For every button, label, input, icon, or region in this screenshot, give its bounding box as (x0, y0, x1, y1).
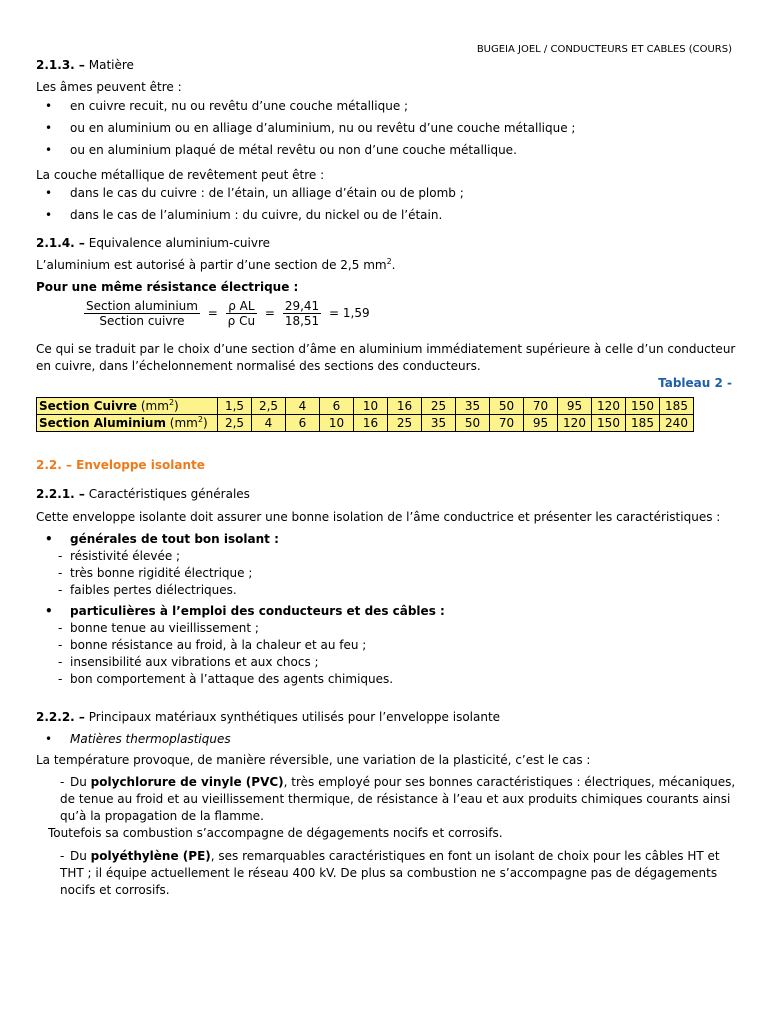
table-cell: 150 (592, 415, 626, 432)
table-cell: 35 (456, 398, 490, 415)
table-cell: 185 (660, 398, 694, 415)
section-2-2-1-heading (36, 487, 250, 501)
table-cell: 2,5 (252, 398, 286, 415)
table-cell: 16 (388, 398, 422, 415)
section-title: Caractéristiques générales (88, 487, 250, 501)
section-title: Principaux matériaux synthétiques utilisés pour l’enveloppe isolante (88, 710, 501, 724)
authorization-text: L’aluminium est autorisé à partir d’une section de 2,5 $mm^2$. (36, 257, 396, 272)
list-item: • particulières à l’emploi des conducteurs et des câbles : (36, 603, 445, 620)
table-cell: 4 (252, 415, 286, 432)
table-cell: 10 (354, 398, 388, 415)
bold-statement: Pour une même résistance électrique : (36, 280, 299, 294)
section-2-1-3-heading (36, 58, 134, 72)
table-cell: 16 (354, 415, 388, 432)
section-number: 2.1.3. – (36, 58, 85, 72)
table-cell: 2,5 (218, 415, 252, 432)
section-number: 2.2.1. – (36, 487, 85, 501)
table-row-aluminium (37, 415, 694, 432)
table-cell: 6 (286, 415, 320, 432)
table-cell: 50 (456, 415, 490, 432)
list-item: - bon comportement à l’attaque des agents chimiques. (36, 671, 393, 688)
coating-list (36, 185, 464, 229)
fraction-sections: $\frac{\text{Section aluminium}}{\text{Section cuivre}}$ (86, 299, 198, 328)
list-item: - très bonne rigidité électrique ; (36, 565, 252, 582)
fraction-values: $\frac{29,41}{18,51}$ (284, 299, 320, 328)
pe-paragraph: - Du polyéthylène (PE), ses remarquables caractéristiques en font un isolant de choix pour les câbles HT et THT ; il équipe actuellement le réseau 400 kV. De plus sa combustion ne s’accompagne pas de dégagements nocifs et corrosifs. (60, 849, 720, 897)
intro-text: Cette enveloppe isolante doit assurer une bonne isolation de l’âme conductrice et présenter les caractéristiques : (36, 510, 721, 524)
thermoplastics-group (36, 731, 231, 748)
fraction-resistivity: $\frac{\text{ρ AL}}{\text{ρ Cu}}$ (227, 299, 256, 328)
table-cell: 185 (626, 415, 660, 432)
list-item: • dans le cas de l’aluminium : du cuivre, du nickel ou de l’étain. (36, 207, 464, 229)
section-2-2-2-heading (36, 710, 500, 724)
list-item: • en cuivre recuit, nu ou revêtu d’une couche métallique ; (36, 98, 575, 120)
table-cell: 6 (320, 398, 354, 415)
particular-characteristics-group (36, 603, 445, 620)
table-cell: 25 (422, 398, 456, 415)
list-item: - bonne tenue au vieillissement ; (36, 620, 393, 637)
table-row-cuivre (37, 398, 694, 415)
section-number: 2.1.4. – (36, 236, 85, 250)
list-item: • dans le cas du cuivre : de l’étain, un alliage d’étain ou de plomb ; (36, 185, 464, 207)
table-cell: 240 (660, 415, 694, 432)
list-item: - résistivité élevée ; (36, 548, 252, 565)
core-material-list (36, 98, 575, 164)
row-label: Section Cuivre $(mm^2)$ (37, 398, 218, 415)
table-cell: 120 (558, 415, 592, 432)
section-equivalence-table (36, 397, 694, 432)
table-cell: 10 (320, 415, 354, 432)
table-cell: 95 (558, 398, 592, 415)
section-title: Equivalence aluminium-cuivre (88, 236, 271, 250)
table-cell: 1,5 (218, 398, 252, 415)
general-characteristics-list (36, 548, 252, 599)
table-cell: 4 (286, 398, 320, 415)
pvc-note: Toutefois sa combustion s’accompagne de dégagements nocifs et corrosifs. (48, 826, 503, 840)
list-item: - insensibilité aux vibrations et aux chocs ; (36, 654, 393, 671)
table-cell: 50 (490, 398, 524, 415)
section-number: 2.2.2. – (36, 710, 85, 724)
page-header: BUGEIA JOEL / CONDUCTEURS ET CABLES (COURS) (476, 44, 732, 55)
intro-text: Les âmes peuvent être : (36, 80, 182, 94)
table-cell: 35 (422, 415, 456, 432)
general-characteristics-group (36, 531, 279, 548)
explanation-paragraph: Ce qui se traduit par le choix d’une section d’âme en aluminium immédiatement supérieure à celle d’un conducteur en cuivre, dans l’échelonnement normalisé des sections des conducteurs. (36, 342, 736, 373)
list-item: • ou en aluminium plaqué de métal revêtu ou non d’une couche métallique. (36, 142, 575, 164)
table-caption: Tableau 2 - (658, 376, 732, 390)
pvc-paragraph: - Du polychlorure de vinyle (PVC), très employé pour ses bonnes caractéristiques : électriques, mécaniques, de tenue au froid et au vieillissement thermique, de résistance à l’eau et aux produits chimiques courants ainsi qu’à la propagation de la flamme. (60, 775, 736, 823)
list-item: • Matières thermoplastiques (36, 731, 231, 748)
list-item: - bonne résistance au froid, à la chaleur et au feu ; (36, 637, 393, 654)
list-item: • générales de tout bon isolant : (36, 531, 279, 548)
particular-characteristics-list (36, 620, 393, 688)
section-2-1-4-heading (36, 236, 270, 250)
table-cell: 25 (388, 415, 422, 432)
intro-text: La couche métallique de revêtement peut être : (36, 168, 325, 182)
section-title: Matière (88, 58, 134, 72)
table-cell: 70 (524, 398, 558, 415)
table-cell: 70 (490, 415, 524, 432)
table-cell: 120 (592, 398, 626, 415)
list-item: • ou en aluminium ou en alliage d’aluminium, nu ou revêtu d’une couche métallique ; (36, 120, 575, 142)
row-label: Section Aluminium $(mm^2)$ (37, 415, 218, 432)
section-2-2-heading: 2.2. – Enveloppe isolante (36, 458, 205, 472)
intro-text: La température provoque, de manière réversible, une variation de la plasticité, c’est le cas : (36, 753, 591, 767)
list-item: - faibles pertes diélectriques. (36, 582, 252, 599)
table-cell: 150 (626, 398, 660, 415)
table-cell: 95 (524, 415, 558, 432)
resistance-formula: $\frac{\text{Section aluminium}}{\text{Section cuivre}}$ = $\frac{\text{ρ AL}}{\text{ρ Cu}}$ = $\frac{29,41}{18,51}$ = 1,59 (86, 299, 370, 328)
